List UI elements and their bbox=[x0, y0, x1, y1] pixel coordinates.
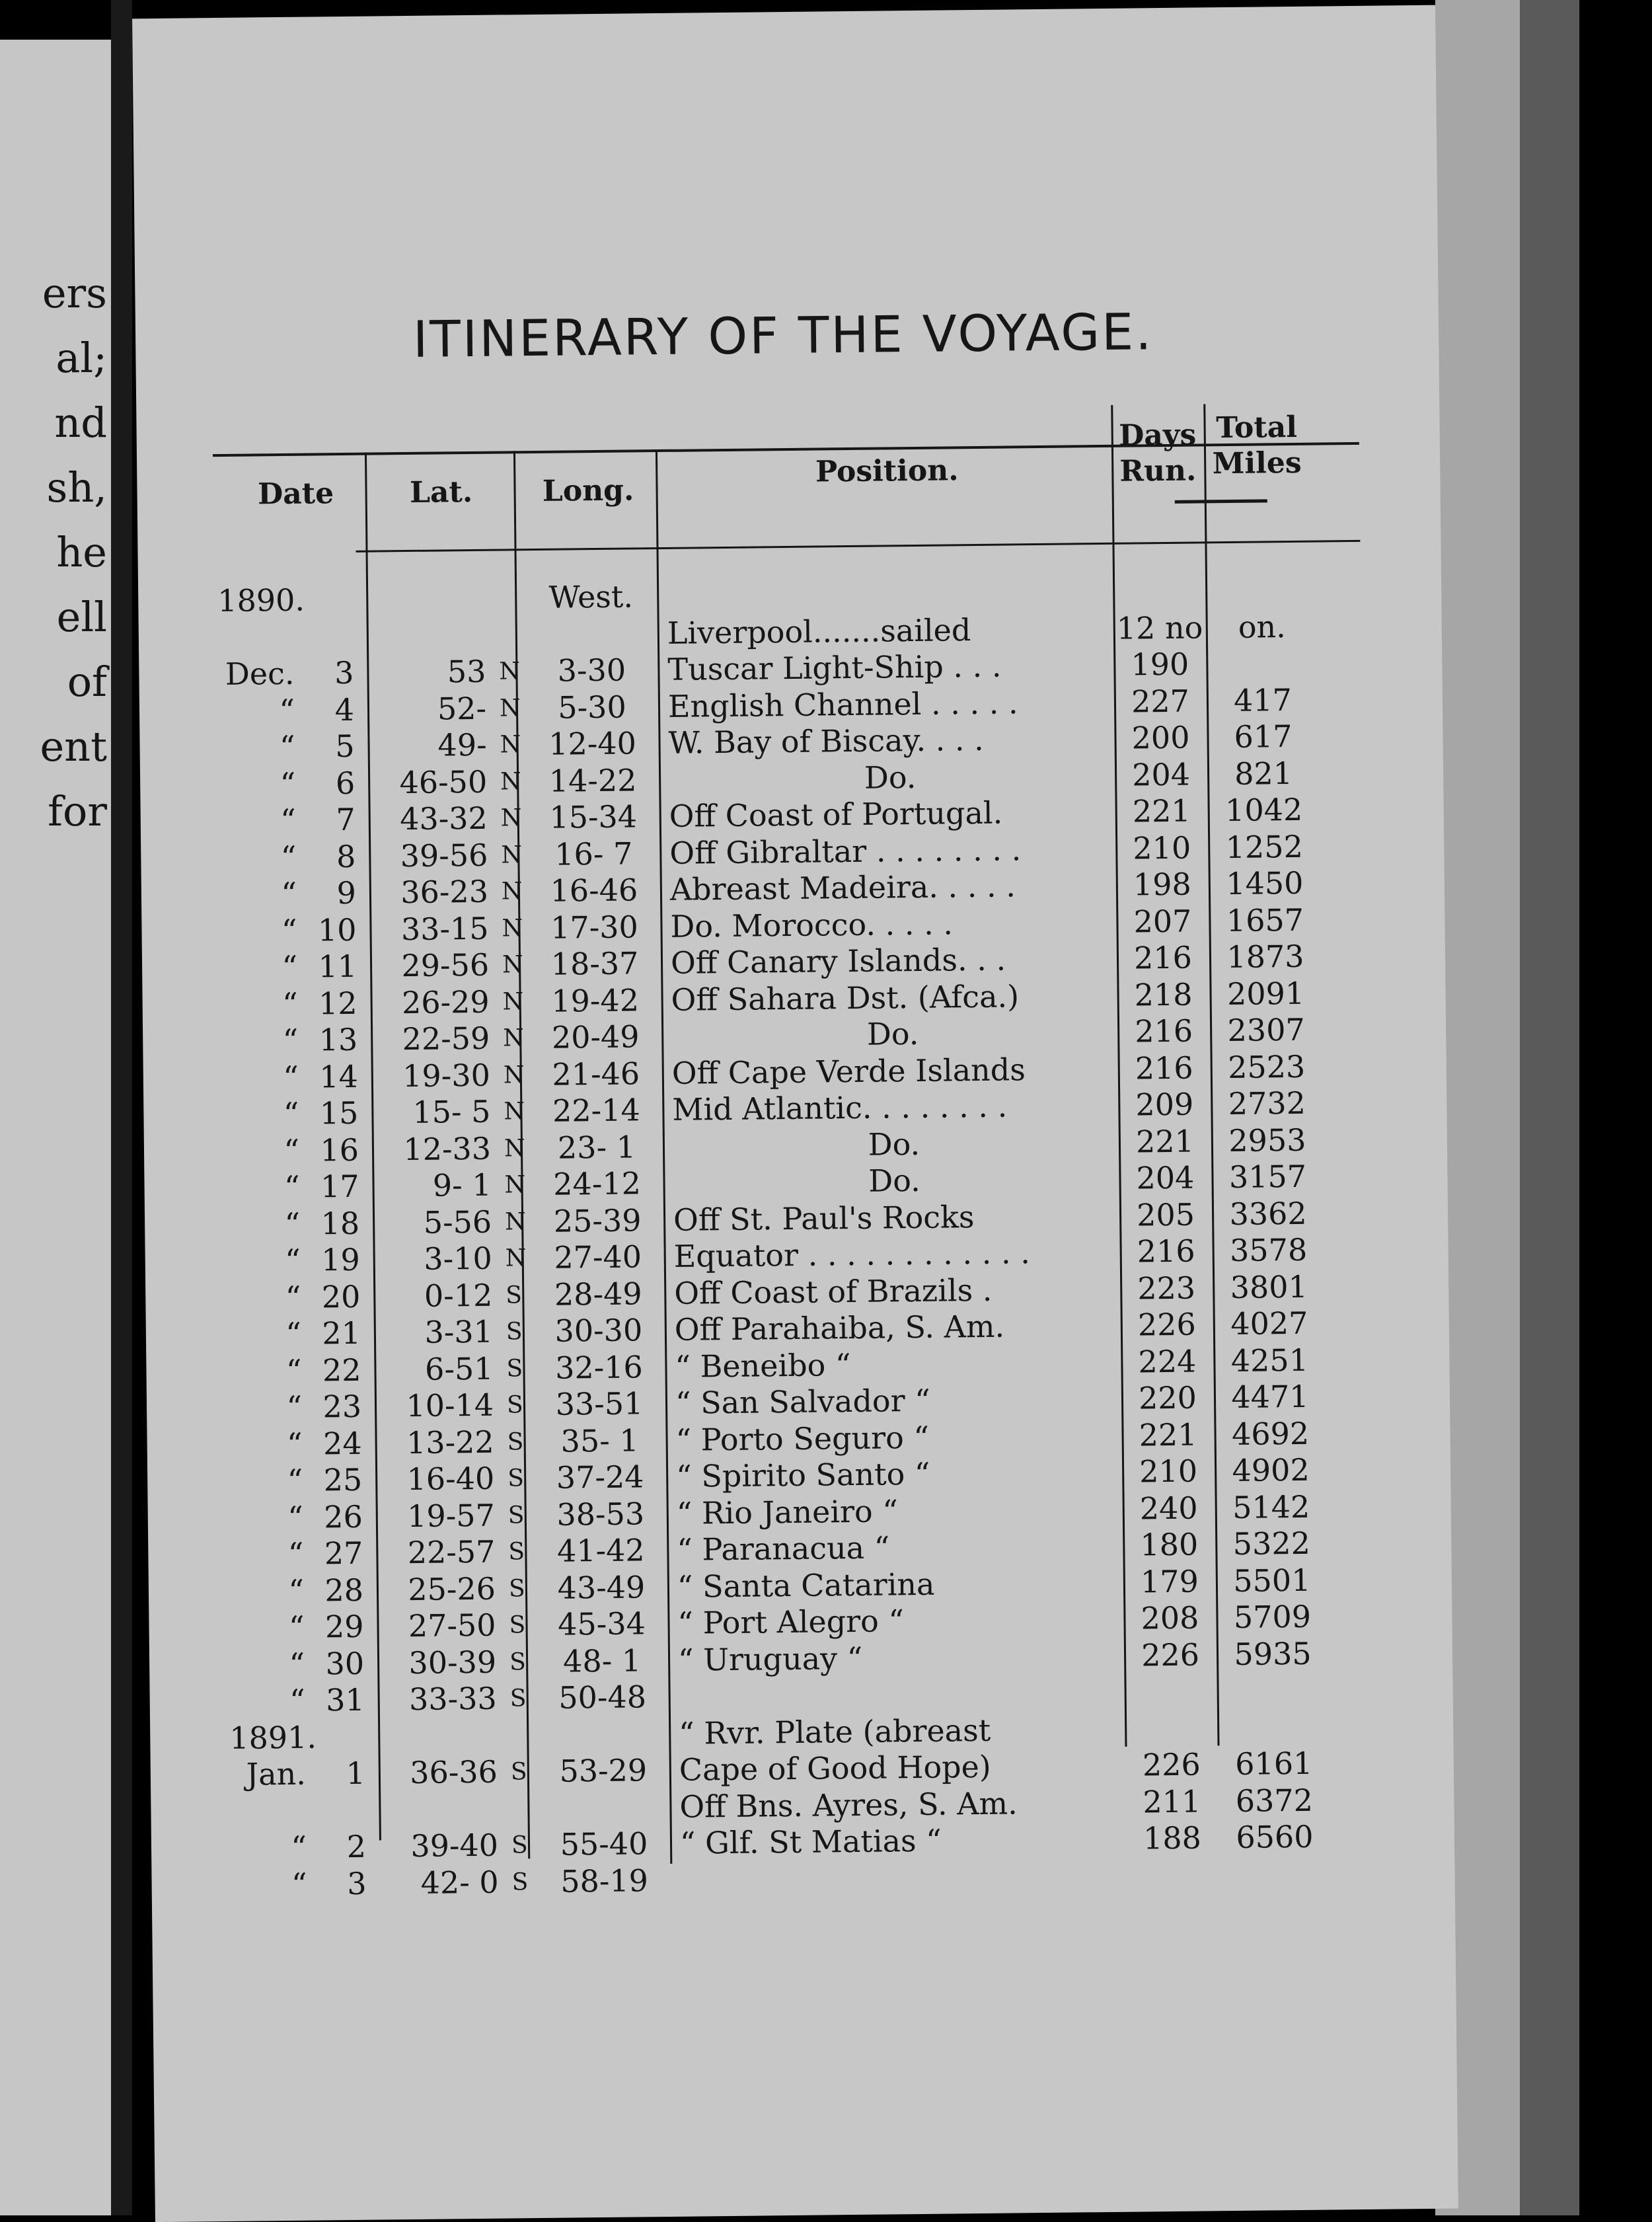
cell-position: “ Santa Catarina bbox=[677, 1564, 1121, 1605]
cell-total-miles: 3157 bbox=[1218, 1159, 1318, 1196]
cell-position: W. Bay of Biscay. . . . bbox=[668, 720, 1111, 761]
cell-total-miles: 1252 bbox=[1215, 828, 1314, 866]
cell-longitude: 14-22 bbox=[530, 762, 656, 800]
cell-hemisphere: S bbox=[507, 1424, 534, 1460]
cell-total-miles: 1450 bbox=[1215, 865, 1315, 903]
book-page bbox=[132, 5, 1458, 2222]
cell-position: Off Bns. Ayres, S. Am. bbox=[679, 1784, 1123, 1825]
cell-total-miles: 4251 bbox=[1220, 1342, 1320, 1379]
cell-position: Off Coast of Portugal. bbox=[669, 794, 1112, 835]
cell-position: Off Sahara Dst. (Afca.) bbox=[671, 977, 1114, 1018]
cell-position: “ Porto Seguro “ bbox=[675, 1417, 1119, 1458]
cell-total-miles: 3362 bbox=[1219, 1195, 1318, 1233]
cell-total-miles: 2523 bbox=[1217, 1048, 1316, 1086]
cell-days-run: 180 bbox=[1126, 1526, 1213, 1563]
cell-hemisphere: N bbox=[502, 873, 529, 909]
cell-days-run: 226 bbox=[1127, 1636, 1214, 1673]
cell-hemisphere: N bbox=[504, 1167, 531, 1203]
cell-latitude: 22-59 bbox=[377, 1020, 490, 1058]
cell-position: Mid Atlantic. . . . . . . . bbox=[672, 1087, 1115, 1128]
cell-longitude: 41-42 bbox=[538, 1532, 664, 1570]
cell-longitude: 43-49 bbox=[539, 1569, 665, 1607]
cell-latitude: 39-56 bbox=[375, 837, 488, 874]
cell-latitude: 12-33 bbox=[379, 1130, 492, 1168]
cell-latitude: 43-32 bbox=[375, 800, 488, 838]
cell-days-run: 209 bbox=[1121, 1086, 1208, 1123]
cell-total-miles: 2732 bbox=[1217, 1085, 1317, 1123]
cell-hemisphere: S bbox=[508, 1497, 535, 1533]
cell-days-run: 208 bbox=[1127, 1599, 1213, 1636]
cell-position: “ Glf. St Matias “ bbox=[680, 1821, 1123, 1862]
cell-longitude: 45-34 bbox=[539, 1605, 665, 1643]
cell-day: 29 bbox=[304, 1609, 364, 1646]
header-days-run-line2: Run. bbox=[1115, 453, 1201, 489]
left-page-line: ers bbox=[40, 261, 107, 326]
cell-days-run: 227 bbox=[1117, 683, 1204, 720]
header-lat: Lat. bbox=[375, 474, 507, 511]
page-title: ITINERARY OF THE VOYAGE. bbox=[354, 301, 1213, 370]
cell-longitude: 33-51 bbox=[537, 1385, 663, 1423]
cell-longitude: 30-30 bbox=[536, 1312, 662, 1350]
cell-day bbox=[294, 618, 354, 619]
cell-day: 1 bbox=[306, 1755, 366, 1792]
cell-day: 13 bbox=[298, 1022, 358, 1059]
cell-month: “ bbox=[226, 1096, 299, 1133]
cell-latitude: 0-12 bbox=[380, 1277, 493, 1315]
cell-total-miles: 6372 bbox=[1224, 1782, 1324, 1820]
cell-day: 4 bbox=[295, 691, 355, 728]
cell-day: 12 bbox=[297, 985, 357, 1022]
cell-latitude: 9- 1 bbox=[379, 1167, 492, 1205]
cell-days-run: 216 bbox=[1121, 1050, 1207, 1087]
cell-day: 8 bbox=[296, 838, 356, 875]
header-days-run-line1: Days bbox=[1114, 417, 1201, 453]
cell-position: Do. bbox=[669, 757, 1112, 798]
cell-month: “ bbox=[224, 876, 297, 913]
cell-position: Off Gibraltar . . . . . . . . bbox=[669, 830, 1113, 871]
cell-position: Off Canary Islands. . . bbox=[671, 940, 1114, 981]
cell-month: “ bbox=[231, 1572, 305, 1609]
header-date: Date bbox=[229, 476, 362, 513]
itinerary-table-body bbox=[138, 570, 1455, 1905]
cell-hemisphere: N bbox=[502, 910, 529, 946]
cell-day: 28 bbox=[304, 1572, 364, 1609]
cell-position: Cape of Good Hope) bbox=[679, 1747, 1123, 1788]
cell-month: “ bbox=[226, 1059, 299, 1096]
cell-latitude: 19-57 bbox=[383, 1497, 496, 1535]
cell-total-miles: 4692 bbox=[1220, 1415, 1320, 1453]
header-total-miles bbox=[1207, 410, 1306, 482]
cell-days-run: 188 bbox=[1129, 1820, 1216, 1857]
cell-days-run: 240 bbox=[1125, 1490, 1212, 1527]
cell-hemisphere: N bbox=[505, 1204, 532, 1240]
cell-day: 17 bbox=[299, 1168, 359, 1206]
cell-month: “ bbox=[229, 1352, 302, 1389]
cell-days-run: 226 bbox=[1124, 1306, 1211, 1343]
cell-hemisphere: N bbox=[503, 1020, 530, 1056]
cell-day: 6 bbox=[295, 765, 356, 802]
cell-longitude: 22-14 bbox=[533, 1092, 659, 1130]
cell-hemisphere: N bbox=[499, 653, 526, 689]
cell-month: “ bbox=[227, 1132, 300, 1169]
cell-days-run bbox=[1116, 572, 1202, 573]
cell-hemisphere: S bbox=[511, 1864, 539, 1900]
cell-days-run: 210 bbox=[1119, 829, 1205, 866]
cell-latitude: 42- 0 bbox=[386, 1864, 499, 1901]
cell-position: Off Cape Verde Islands bbox=[672, 1050, 1115, 1091]
cell-month: “ bbox=[230, 1463, 303, 1500]
cell-position: Off Parahaiba, S. Am. bbox=[675, 1307, 1118, 1348]
cell-total-miles: 6161 bbox=[1224, 1745, 1324, 1783]
cell-day: 7 bbox=[295, 802, 356, 839]
cell-day: 19 bbox=[300, 1242, 360, 1279]
cell-days-run: 12 no bbox=[1117, 609, 1203, 646]
cell-longitude: 38-53 bbox=[538, 1496, 664, 1533]
cell-day: 26 bbox=[303, 1498, 363, 1535]
cell-month: “ bbox=[227, 1206, 301, 1243]
cell-latitude: 52- bbox=[374, 690, 487, 728]
cell-month: 1890. bbox=[217, 582, 350, 619]
cell-position: Do. bbox=[673, 1161, 1116, 1202]
cell-month: “ bbox=[231, 1609, 305, 1646]
cell-days-run: 210 bbox=[1125, 1453, 1212, 1490]
cell-hemisphere: N bbox=[501, 837, 528, 873]
cell-latitude: 36-36 bbox=[385, 1754, 498, 1792]
cell-total-miles: 6560 bbox=[1225, 1819, 1325, 1857]
cell-total-miles: 4027 bbox=[1220, 1305, 1320, 1343]
cell-hemisphere: S bbox=[508, 1533, 535, 1570]
cell-hemisphere: S bbox=[509, 1607, 536, 1643]
cell-days-run: 224 bbox=[1124, 1343, 1211, 1380]
cell-month: 1891. bbox=[229, 1718, 362, 1756]
header-bottom-rule bbox=[356, 540, 1360, 553]
header-total-line1: Total bbox=[1207, 410, 1306, 447]
cell-total-miles: 5322 bbox=[1222, 1525, 1322, 1563]
header-long: Long. bbox=[523, 473, 653, 510]
cell-longitude: 17-30 bbox=[531, 909, 657, 946]
cell-hemisphere: S bbox=[507, 1460, 535, 1496]
cell-day: 25 bbox=[303, 1462, 363, 1499]
cell-hemisphere: N bbox=[502, 946, 529, 983]
header-total-line2: Miles bbox=[1207, 445, 1307, 482]
left-page-line: nd bbox=[40, 391, 107, 455]
cell-day: 9 bbox=[297, 875, 357, 912]
header-position: Position. bbox=[665, 451, 1109, 492]
cell-days-run: 200 bbox=[1117, 719, 1204, 756]
cell-position: “ Spirito Santo “ bbox=[676, 1454, 1119, 1495]
cell-latitude: 29-56 bbox=[377, 947, 490, 985]
cell-total-miles: 3578 bbox=[1219, 1232, 1318, 1270]
cell-total-miles: on. bbox=[1212, 608, 1312, 646]
cell-days-run: 218 bbox=[1120, 976, 1207, 1013]
cell-days-run: 221 bbox=[1118, 792, 1205, 829]
cell-days-run: 226 bbox=[1129, 1746, 1215, 1783]
cell-longitude: 53-29 bbox=[541, 1752, 667, 1790]
cell-position: Do. bbox=[673, 1124, 1116, 1165]
cell-longitude: 35- 1 bbox=[537, 1422, 663, 1460]
cell-hemisphere: N bbox=[500, 726, 527, 763]
cell-longitude: 16- 7 bbox=[531, 835, 657, 873]
cell-hemisphere: S bbox=[511, 1827, 539, 1863]
cell-longitude: 27-40 bbox=[535, 1239, 661, 1276]
cell-month: “ bbox=[232, 1683, 305, 1720]
cell-month: “ bbox=[234, 1829, 307, 1866]
book-gutter bbox=[111, 0, 132, 2215]
cell-month: Dec. bbox=[221, 656, 295, 693]
cell-hemisphere: N bbox=[504, 1057, 531, 1093]
cell-longitude: 32-16 bbox=[536, 1349, 662, 1387]
cell-position: “ Rio Janeiro “ bbox=[676, 1490, 1119, 1531]
cell-days-run: 205 bbox=[1123, 1196, 1209, 1233]
cell-latitude bbox=[373, 580, 485, 582]
cell-total-miles: 821 bbox=[1214, 755, 1314, 792]
cell-total-miles: 2953 bbox=[1218, 1122, 1318, 1159]
cell-month: “ bbox=[223, 802, 296, 839]
cell-longitude: 28-49 bbox=[535, 1276, 661, 1313]
left-page-line: for bbox=[40, 779, 107, 844]
cell-day: 24 bbox=[302, 1425, 362, 1462]
cell-longitude: 25-39 bbox=[535, 1202, 661, 1240]
cell-total-miles: 1042 bbox=[1214, 792, 1314, 829]
cell-month: “ bbox=[227, 1169, 300, 1206]
cell-latitude: 5-56 bbox=[379, 1204, 492, 1241]
cell-latitude: 19-30 bbox=[378, 1057, 491, 1094]
cell-day: 31 bbox=[305, 1682, 365, 1719]
cell-month: “ bbox=[223, 839, 297, 876]
left-page-line: ell bbox=[40, 585, 107, 650]
cell-position: Do. bbox=[671, 1014, 1115, 1055]
cell-month: “ bbox=[234, 1866, 307, 1903]
cell-longitude: 20-49 bbox=[533, 1018, 659, 1056]
left-page-line: sh, bbox=[40, 455, 107, 520]
cell-position: Liverpool.......sailed bbox=[667, 610, 1111, 651]
cell-longitude: 24-12 bbox=[534, 1165, 660, 1203]
cell-day: 30 bbox=[305, 1645, 365, 1682]
left-page-line: of bbox=[40, 650, 107, 714]
cell-longitude: 16-46 bbox=[531, 872, 657, 909]
header-days-run bbox=[1114, 417, 1201, 489]
cell-total-miles: 1657 bbox=[1215, 901, 1315, 939]
cell-hemisphere: S bbox=[511, 1753, 538, 1790]
cell-total-miles bbox=[1212, 572, 1311, 573]
cell-days-run: 220 bbox=[1125, 1379, 1211, 1416]
cell-longitude: 37-24 bbox=[537, 1459, 663, 1496]
cell-longitude: West. bbox=[528, 578, 654, 616]
cell-latitude: 25-26 bbox=[383, 1570, 496, 1608]
cell-day: 3 bbox=[307, 1865, 367, 1902]
cell-hemisphere: N bbox=[504, 1093, 531, 1130]
cell-days-run: 204 bbox=[1122, 1159, 1209, 1196]
cell-longitude: 21-46 bbox=[533, 1055, 659, 1093]
cell-longitude: 15-34 bbox=[530, 798, 656, 836]
cell-hemisphere: N bbox=[500, 800, 527, 836]
cell-month: “ bbox=[229, 1316, 302, 1353]
cell-latitude: 27-50 bbox=[383, 1607, 496, 1645]
cell-hemisphere: S bbox=[509, 1570, 536, 1607]
left-page-line: al; bbox=[40, 326, 107, 391]
cell-total-miles: 1873 bbox=[1216, 939, 1316, 976]
cell-position bbox=[667, 574, 1109, 578]
cell-day: 16 bbox=[299, 1131, 359, 1168]
cell-days-run: 216 bbox=[1120, 939, 1207, 976]
cell-longitude: 58-19 bbox=[541, 1862, 667, 1900]
cell-day: 3 bbox=[294, 655, 354, 692]
cell-longitude: 3-30 bbox=[529, 652, 655, 689]
cell-latitude: 30-39 bbox=[384, 1644, 497, 1681]
cell-day: 27 bbox=[303, 1535, 363, 1572]
left-page-line: ent bbox=[40, 714, 107, 779]
cell-day: 23 bbox=[302, 1389, 362, 1426]
cell-days-run: 221 bbox=[1125, 1416, 1211, 1453]
cell-position: “ San Salvador “ bbox=[675, 1381, 1119, 1422]
cell-hemisphere: N bbox=[505, 1240, 532, 1276]
cell-total-miles: 4902 bbox=[1221, 1452, 1321, 1490]
cell-latitude: 36-23 bbox=[376, 874, 489, 911]
cell-latitude: 46-50 bbox=[375, 763, 488, 801]
cell-position: Do. Morocco. . . . . bbox=[670, 903, 1113, 944]
cell-latitude: 3-10 bbox=[379, 1241, 492, 1278]
cell-longitude: 12-40 bbox=[529, 725, 656, 763]
left-page bbox=[0, 40, 111, 2215]
cell-position: Tuscar Light-Ship . . . bbox=[667, 647, 1111, 688]
cell-month: “ bbox=[225, 985, 298, 1022]
cell-longitude: 48- 1 bbox=[539, 1642, 665, 1680]
cell-day: 18 bbox=[300, 1205, 360, 1242]
cell-position: “ Uruguay “ bbox=[678, 1637, 1121, 1678]
cell-day: 20 bbox=[301, 1278, 361, 1315]
cell-month bbox=[233, 1792, 306, 1793]
cell-month: “ bbox=[231, 1499, 304, 1536]
cell-day: 5 bbox=[295, 728, 355, 765]
cell-position: Abreast Madeira. . . . . bbox=[670, 867, 1113, 908]
cell-longitude: 55-40 bbox=[541, 1825, 667, 1863]
cell-days-run: 204 bbox=[1118, 756, 1205, 793]
cell-longitude: 19-42 bbox=[532, 982, 658, 1020]
cell-days-run: 211 bbox=[1129, 1783, 1215, 1820]
book-cover-edge bbox=[1520, 0, 1579, 2215]
cell-hemisphere: S bbox=[506, 1277, 533, 1313]
cell-hemisphere: S bbox=[509, 1680, 537, 1716]
cell-month: “ bbox=[222, 729, 295, 766]
cell-days-run: 216 bbox=[1123, 1233, 1209, 1270]
cell-position: Equator . . . . . . . . . . . . bbox=[673, 1234, 1117, 1275]
cell-day: 14 bbox=[299, 1058, 359, 1095]
cell-day: 2 bbox=[307, 1829, 367, 1866]
cell-hemisphere: S bbox=[507, 1387, 534, 1423]
cell-month: “ bbox=[224, 912, 297, 949]
cell-days-run: 216 bbox=[1121, 1013, 1207, 1050]
cell-hemisphere: S bbox=[506, 1313, 533, 1350]
cell-latitude: 33-15 bbox=[376, 910, 489, 948]
cell-hemisphere: S bbox=[509, 1644, 537, 1680]
cell-hemisphere: N bbox=[504, 1130, 531, 1167]
cell-day: 10 bbox=[297, 911, 357, 948]
cell-total-miles: 5142 bbox=[1221, 1488, 1321, 1526]
cell-total-miles: 5935 bbox=[1223, 1635, 1323, 1673]
cell-day: 15 bbox=[299, 1095, 359, 1132]
cell-latitude: 49- bbox=[374, 727, 487, 765]
cell-total-miles: 5709 bbox=[1222, 1599, 1322, 1636]
total-header-rule bbox=[1175, 499, 1267, 503]
cell-month: “ bbox=[227, 1243, 301, 1280]
cell-longitude: 23- 1 bbox=[534, 1129, 660, 1167]
cell-total-miles: 2091 bbox=[1216, 975, 1316, 1013]
cell-position: English Channel . . . . . bbox=[668, 683, 1111, 724]
cell-latitude: 53 bbox=[373, 654, 486, 691]
cell-day: 21 bbox=[301, 1315, 361, 1352]
cell-position: Off St. Paul's Rocks bbox=[673, 1197, 1117, 1238]
cell-day: 22 bbox=[301, 1352, 361, 1389]
cell-latitude: 10-14 bbox=[381, 1387, 494, 1425]
cell-position: “ Beneibo “ bbox=[675, 1344, 1118, 1385]
cell-month: “ bbox=[225, 949, 298, 986]
cell-longitude: 5-30 bbox=[529, 689, 656, 726]
cell-position: “ Rvr. Plate (abreast bbox=[679, 1710, 1122, 1751]
cell-latitude: 22-57 bbox=[383, 1534, 496, 1572]
cell-total-miles: 617 bbox=[1213, 718, 1313, 756]
cell-month: “ bbox=[223, 765, 296, 802]
cell-longitude: 50-48 bbox=[539, 1679, 665, 1716]
cell-month: “ bbox=[222, 692, 295, 729]
cell-position: “ Paranacua “ bbox=[677, 1527, 1120, 1568]
cell-total-miles: 5501 bbox=[1222, 1562, 1322, 1599]
cell-total-miles: 2307 bbox=[1217, 1012, 1316, 1050]
left-page-text bbox=[40, 261, 107, 844]
cell-total-miles: 3801 bbox=[1219, 1268, 1319, 1306]
cell-position: “ Port Alegro “ bbox=[677, 1601, 1121, 1642]
cell-latitude: 39-40 bbox=[386, 1827, 499, 1865]
cell-latitude: 26-29 bbox=[377, 983, 490, 1021]
cell-month: “ bbox=[229, 1426, 303, 1463]
cell-hemisphere: N bbox=[500, 763, 527, 800]
cell-latitude: 16-40 bbox=[382, 1461, 495, 1498]
cell-month: Jan. bbox=[233, 1756, 307, 1793]
cell-month: “ bbox=[225, 1022, 299, 1059]
cell-days-run: 221 bbox=[1122, 1123, 1209, 1160]
cell-days-run: 179 bbox=[1127, 1563, 1213, 1600]
cell-days-run: 198 bbox=[1119, 866, 1206, 903]
cell-total-miles: 417 bbox=[1213, 681, 1313, 719]
left-page-line: he bbox=[40, 520, 107, 585]
cell-position: Off Coast of Brazils . bbox=[674, 1270, 1117, 1311]
cell-month: “ bbox=[229, 1389, 303, 1426]
cell-latitude: 15- 5 bbox=[378, 1094, 491, 1131]
cell-hemisphere: S bbox=[506, 1350, 533, 1387]
cell-longitude: 18-37 bbox=[532, 945, 658, 983]
cell-days-run: 223 bbox=[1123, 1270, 1210, 1307]
cell-month: “ bbox=[232, 1646, 305, 1683]
cell-latitude: 3-31 bbox=[381, 1314, 494, 1352]
cell-total-miles: 4471 bbox=[1220, 1379, 1320, 1416]
cell-latitude: 33-33 bbox=[384, 1681, 497, 1718]
cell-hemisphere: N bbox=[500, 690, 527, 726]
cell-latitude: 13-22 bbox=[381, 1424, 494, 1461]
cell-month: “ bbox=[231, 1536, 304, 1573]
cell-month: “ bbox=[228, 1279, 301, 1316]
cell-hemisphere: N bbox=[502, 983, 529, 1020]
cell-day: 11 bbox=[297, 948, 357, 985]
cell-days-run: 207 bbox=[1119, 903, 1206, 940]
cell-days-run: 190 bbox=[1117, 646, 1203, 683]
cell-latitude: 6-51 bbox=[381, 1350, 494, 1388]
